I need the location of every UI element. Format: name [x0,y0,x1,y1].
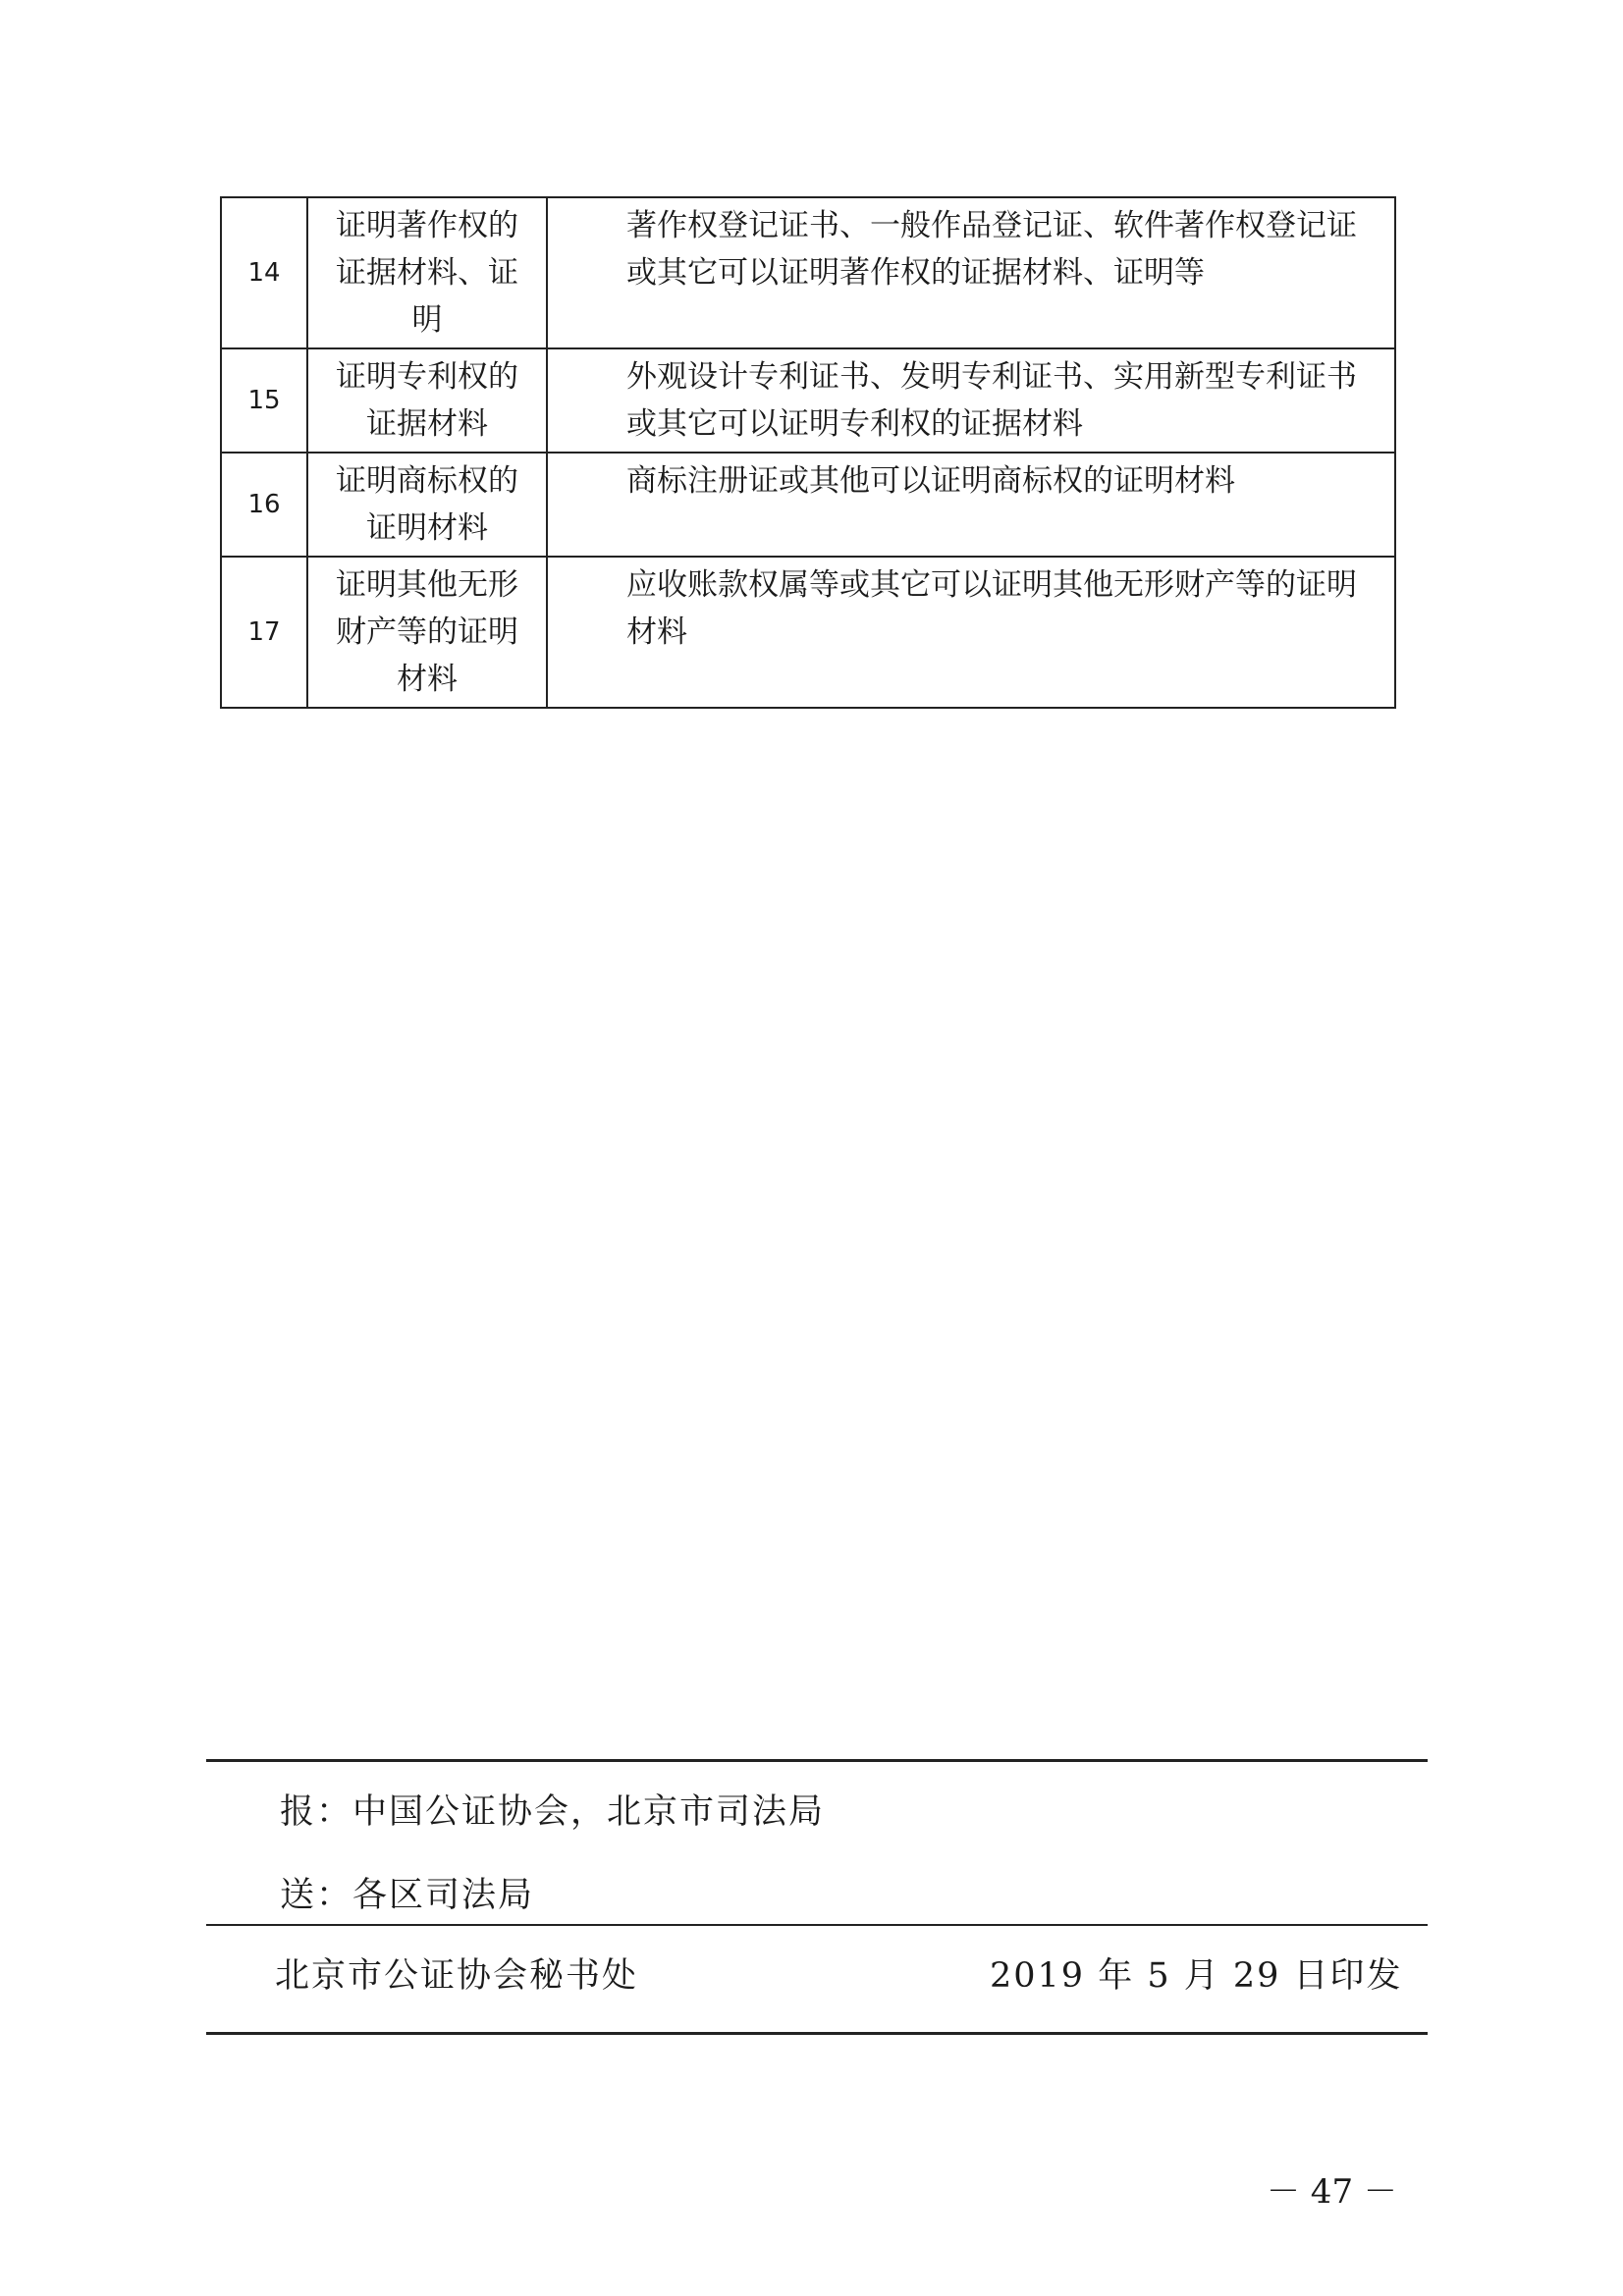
row-number: 17 [221,557,307,708]
row-number: 15 [221,348,307,453]
table-row [221,557,1395,708]
material-name: 证明其他无形财产等的证明材料 [307,557,547,708]
row-number: 14 [221,197,307,348]
material-name: 证明商标权的证明材料 [307,453,547,557]
distribution-top-rule [206,1759,1428,1762]
material-description: 外观设计专利证书、发明专利证书、实用新型专利证书或其它可以证明专利权的证据材料 [547,348,1395,453]
issue-date: 2019 年 5 月 29 日印发 [990,1956,1403,1996]
issuing-office: 北京市公证协会秘书处 [275,1956,639,1996]
material-description: 应收账款权属等或其它可以证明其他无形财产等的证明材料 [547,557,1395,708]
distribution-bottom-rule [206,2032,1428,2035]
page-number: － 47 － [1267,2172,1397,2212]
distribution-middle-rule [206,1924,1428,1926]
material-name: 证明著作权的证据材料、证明 [307,197,547,348]
material-description: 著作权登记证书、一般作品登记证、软件著作权登记证或其它可以证明著作权的证据材料、证明等 [547,197,1395,348]
material-description: 商标注册证或其他可以证明商标权的证明材料 [547,453,1395,557]
material-name: 证明专利权的证据材料 [307,348,547,453]
table-row [221,197,1395,348]
copy-to-line: 送：各区司法局 [280,1876,535,1915]
row-number: 16 [221,453,307,557]
report-to-line: 报：中国公证协会，北京市司法局 [280,1792,826,1832]
table-row [221,348,1395,453]
materials-table [220,196,1396,709]
table-row [221,453,1395,557]
